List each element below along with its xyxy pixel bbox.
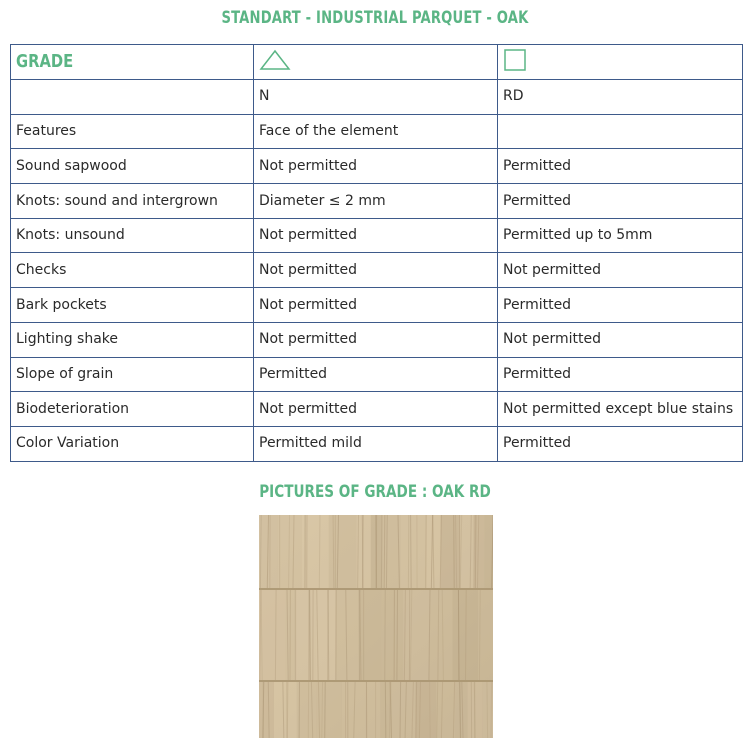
wood-texture-image xyxy=(259,515,493,738)
table-cell: Not permitted except blue stains xyxy=(498,392,743,427)
table-cell: Not permitted xyxy=(254,253,498,288)
grade-header-cell xyxy=(11,45,254,80)
grade-label: GRADE xyxy=(16,51,74,73)
table-row xyxy=(11,392,743,427)
triangle-icon xyxy=(259,49,291,76)
table-row xyxy=(11,253,743,288)
table-cell: Lighting shake xyxy=(11,322,254,357)
table-cell: Not permitted xyxy=(254,288,498,323)
grade-n-header-cell xyxy=(254,45,498,80)
table-cell: Bark pockets xyxy=(11,288,254,323)
table-cell: Color Variation xyxy=(11,426,254,461)
table-cell: Not permitted xyxy=(498,322,743,357)
table-cell: Permitted xyxy=(498,426,743,461)
page-title: STANDART - INDUSTRIAL PARQUET - OAK xyxy=(221,8,529,28)
table-cell: RD xyxy=(498,80,743,115)
table-cell: Permitted xyxy=(254,357,498,392)
table-cell: Not permitted xyxy=(254,392,498,427)
table-cell: Face of the element xyxy=(254,114,498,149)
table-row xyxy=(11,149,743,184)
table-cell xyxy=(498,114,743,149)
table-cell xyxy=(11,80,254,115)
table-cell: N xyxy=(254,80,498,115)
table-cell: Permitted up to 5mm xyxy=(498,218,743,253)
table-cell: Not permitted xyxy=(254,149,498,184)
grade-table xyxy=(10,44,743,462)
table-cell: Not permitted xyxy=(254,218,498,253)
table-cell: Knots: sound and intergrown xyxy=(11,184,254,219)
table-cell: Diameter ≤ 2 mm xyxy=(254,184,498,219)
table-cell: Not permitted xyxy=(498,253,743,288)
table-cell: Permitted xyxy=(498,357,743,392)
table-row xyxy=(11,184,743,219)
table-row xyxy=(11,357,743,392)
table-cell: Permitted xyxy=(498,184,743,219)
table-cell: Knots: unsound xyxy=(11,218,254,253)
table-cell: Permitted xyxy=(498,149,743,184)
table-cell: Not permitted xyxy=(254,322,498,357)
grade-code-row xyxy=(11,80,743,115)
table-cell: Checks xyxy=(11,253,254,288)
table-row xyxy=(11,288,743,323)
table-cell: Permitted xyxy=(498,288,743,323)
table-cell: Biodeterioration xyxy=(11,392,254,427)
table-cell: Sound sapwood xyxy=(11,149,254,184)
table-row xyxy=(11,114,743,149)
pictures-title: PICTURES OF GRADE : OAK RD xyxy=(259,482,491,502)
table-header-row xyxy=(11,45,743,80)
table-cell: Features xyxy=(11,114,254,149)
grade-rd-header-cell xyxy=(498,45,743,80)
table-cell: Permitted mild xyxy=(254,426,498,461)
oak-rd-photo xyxy=(259,515,493,738)
table-row xyxy=(11,426,743,461)
table-cell: Slope of grain xyxy=(11,357,254,392)
square-icon xyxy=(503,48,527,77)
table-row xyxy=(11,322,743,357)
table-row xyxy=(11,218,743,253)
